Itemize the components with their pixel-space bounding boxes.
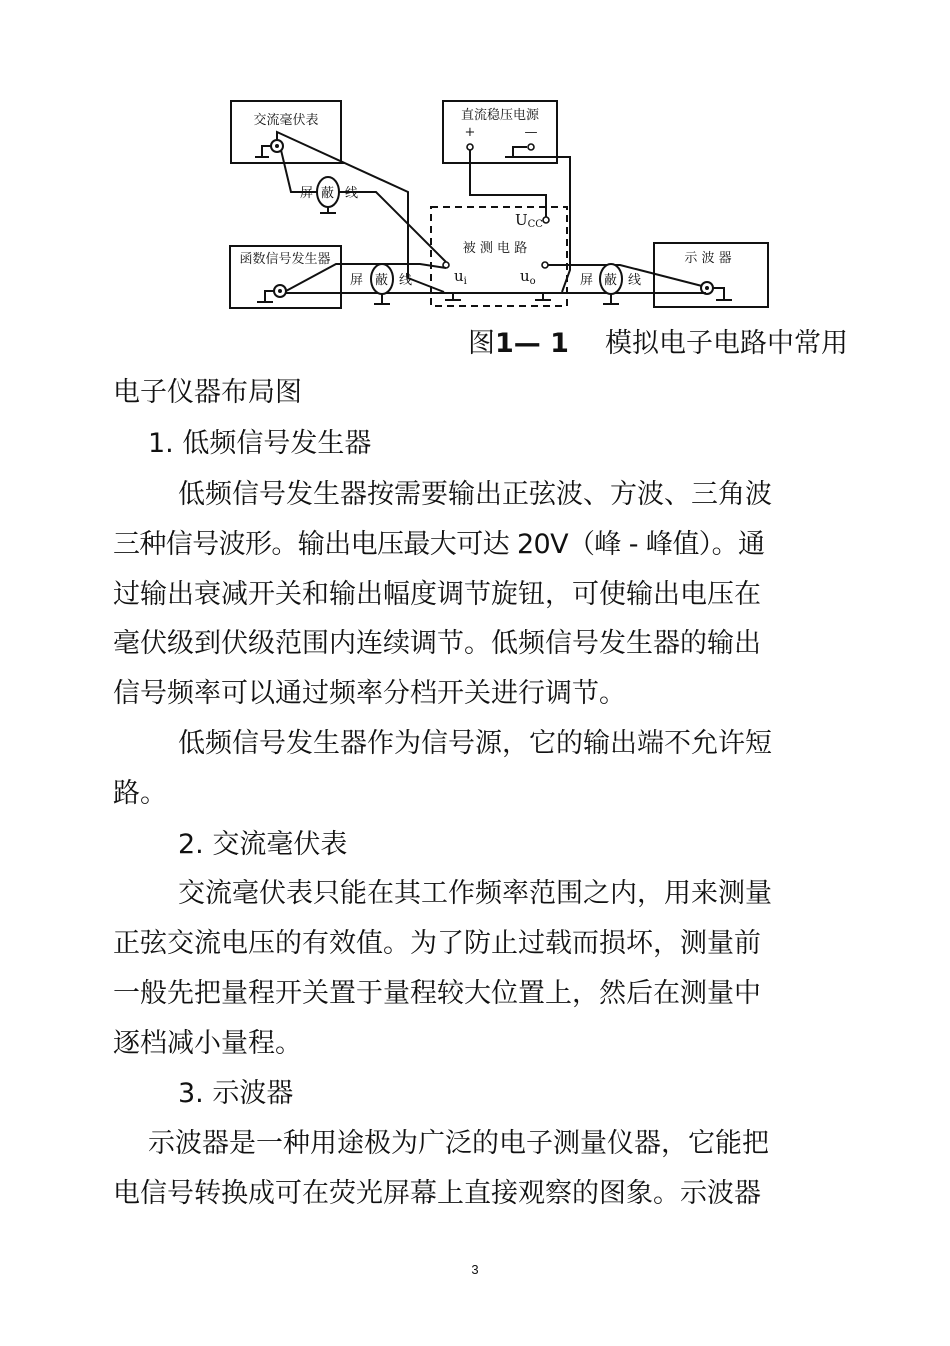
section-heading-2: 2. 交流毫伏表 xyxy=(178,829,348,860)
text-line-13: 一般先把量程开关置于量程较大位置上，然后在测量中 xyxy=(113,978,761,1009)
signal-generator-label: 函数信号发生器 xyxy=(239,252,331,267)
dc-power-label: 直流稳压电源 xyxy=(460,108,540,123)
text-line-17: 电信号转换成可在荧光屏幕上直接观察的图象。示波器 xyxy=(113,1178,761,1209)
ucc-main: U xyxy=(515,211,528,229)
section-heading-3: 3. 示波器 xyxy=(178,1078,294,1109)
ucc-subscript: CC xyxy=(527,219,543,230)
millivoltmeter-terminal-center xyxy=(275,144,279,148)
signal-generator-terminal-center xyxy=(278,289,282,293)
text-line-14: 逐档减小量程。 xyxy=(113,1028,302,1059)
ucc-label xyxy=(515,211,543,230)
dc-power-plus: + xyxy=(464,125,476,140)
text-line-11: 交流毫伏表只能在其工作频率范围之内，用来测量 xyxy=(178,878,772,909)
text-line-16: 示波器是一种用途极为广泛的电子测量仪器，它能把 xyxy=(148,1128,769,1159)
shield-ground-left xyxy=(374,294,390,304)
oscilloscope-terminal-center xyxy=(705,286,709,290)
shield-ground-right xyxy=(603,294,619,304)
text-line-5: 过输出衰减开关和输出幅度调节旋钮，可使输出电压在 xyxy=(113,579,761,610)
millivoltmeter-label: 交流毫伏表 xyxy=(253,113,319,128)
page-number: 3 xyxy=(471,1262,479,1277)
circuit-under-test-box xyxy=(431,207,567,306)
shield-label-right-3: 线 xyxy=(628,273,642,288)
oscilloscope-label: 示 波 器 xyxy=(684,251,732,266)
oscilloscope-ground-lead xyxy=(713,288,724,300)
figure-caption-number: 1— 1 xyxy=(495,328,569,359)
dc-power-minus: — xyxy=(524,125,538,140)
text-line-8: 低频信号发生器作为信号源，它的输出端不允许短 xyxy=(178,728,772,759)
ucc-terminal xyxy=(543,217,549,223)
figure-caption-title: 模拟电子电路中常用 xyxy=(604,328,848,359)
shield-label-left-1: 屏 xyxy=(350,273,364,288)
ui-label xyxy=(454,267,467,287)
shield-label-left-3: 线 xyxy=(399,273,413,288)
shield-label-right-2: 蔽 xyxy=(604,273,618,288)
text-line-1: 电子仪器布局图 xyxy=(113,377,302,408)
shield-label-top-2: 蔽 xyxy=(321,186,335,201)
instrument-layout-diagram xyxy=(0,0,950,330)
uo-label xyxy=(520,267,536,287)
figure-caption xyxy=(468,327,848,361)
oscilloscope-signal-wire xyxy=(548,265,702,286)
text-line-12: 正弦交流电压的有效值。为了防止过载而损坏，测量前 xyxy=(113,928,761,959)
millivoltmeter-ground-lead xyxy=(262,146,271,157)
text-line-7: 信号频率可以通过频率分档开关进行调节。 xyxy=(113,678,626,709)
dc-power-ground-lead xyxy=(513,147,527,157)
text-line-4: 三种信号波形。输出电压最大可达 20V（峰 - 峰值）。通 xyxy=(113,529,765,560)
ui-main: u xyxy=(454,267,464,285)
shield-label-top-3: 线 xyxy=(345,186,359,201)
signal-generator-ground-lead xyxy=(265,291,274,302)
circuit-under-test-label: 被 测 电 路 xyxy=(462,241,528,256)
output-terminal xyxy=(542,262,548,268)
section-heading-1: 1. 低频信号发生器 xyxy=(148,428,372,459)
shield-label-right-1: 屏 xyxy=(580,273,594,288)
uo-main: u xyxy=(520,267,530,285)
ui-subscript: i xyxy=(463,276,467,287)
dc-power-plus-terminal xyxy=(467,144,473,150)
generator-signal-wire xyxy=(286,264,446,291)
shield-label-left-2: 蔽 xyxy=(375,273,389,288)
shield-ground-top xyxy=(320,207,336,213)
figure-caption-prefix: 图 xyxy=(468,328,495,359)
text-line-6: 毫伏级到伏级范围内连续调节。低频信号发生器的输出 xyxy=(113,628,761,659)
millivoltmeter-shield-wire xyxy=(262,132,444,292)
shield-label-top-1: 屏 xyxy=(300,186,314,201)
uo-subscript: o xyxy=(529,276,536,287)
text-line-3: 低频信号发生器按需要输出正弦波、方波、三角波 xyxy=(178,479,772,510)
text-line-9: 路。 xyxy=(113,778,167,809)
dc-power-minus-terminal xyxy=(528,144,534,150)
